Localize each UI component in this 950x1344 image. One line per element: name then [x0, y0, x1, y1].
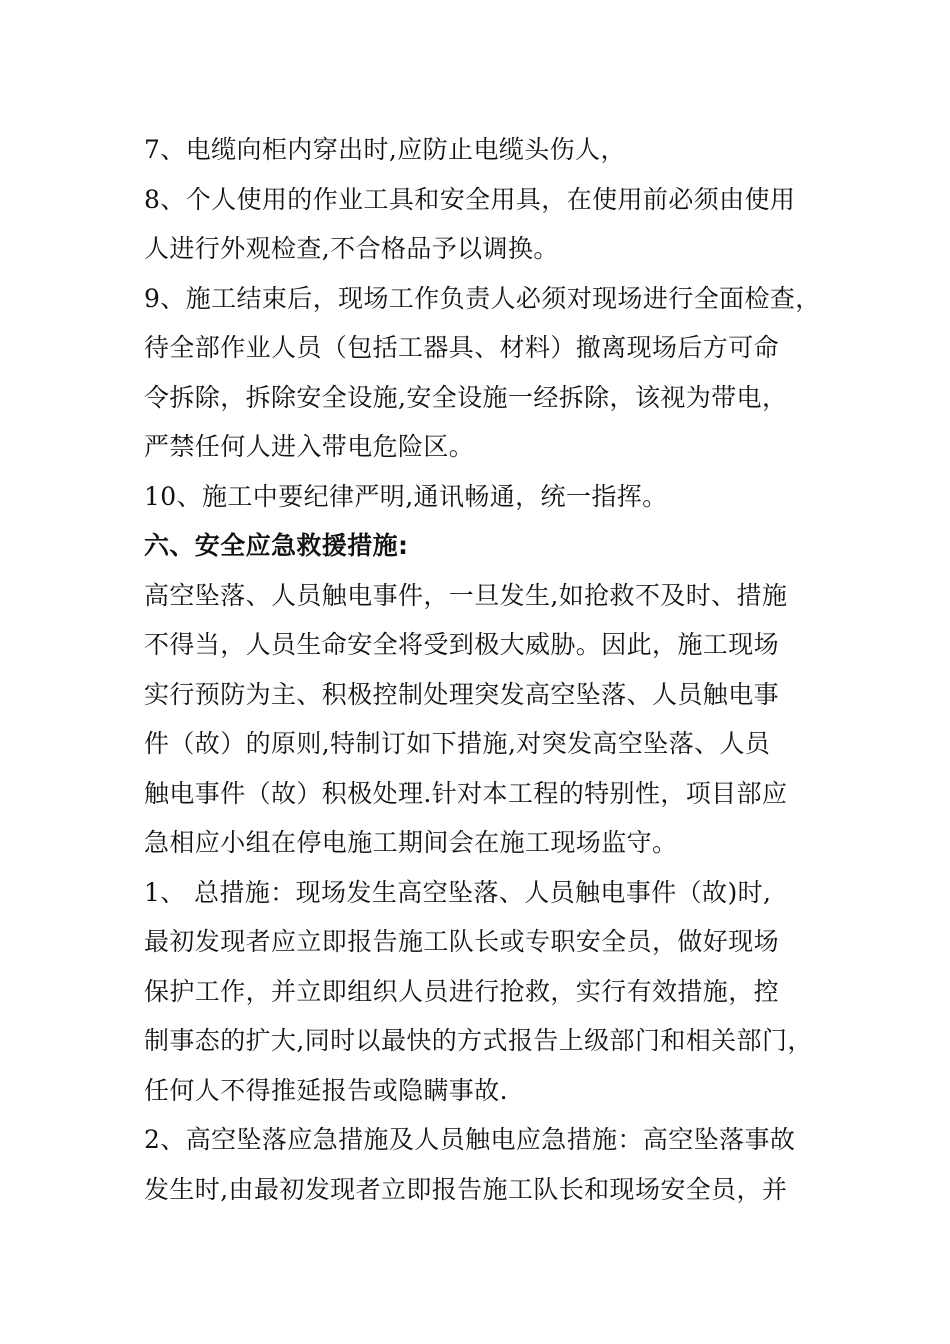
paragraph-line: 人进行外观检查,不合格品予以调换。 [144, 234, 559, 263]
section-heading: 六、安全应急救援措施: [144, 531, 409, 560]
paragraph-line: 不得当，人员生命安全将受到极大威胁。因此，施工现场 [144, 630, 780, 659]
paragraph-line: 触电事件（故）积极处理.针对本工程的特别性，项目部应 [144, 778, 788, 808]
document-body [144, 125, 824, 1214]
paragraph-line: 2、高空坠落应急措施及人员触电应急措施：高空坠落事故 [144, 1125, 796, 1154]
paragraph-line: 保护工作，并立即组织人员进行抢救，实行有效措施，控 [144, 976, 780, 1006]
paragraph-line: 10、施工中要纪律严明,通讯畅通，统一指挥。 [144, 481, 668, 511]
paragraph-line: 制事态的扩大,同时以最快的方式报告上级部门和相关部门， [144, 1026, 813, 1055]
paragraph-line: 8、个人使用的作业工具和安全用具，在使用前必须由使用 [144, 184, 796, 214]
paragraph-line: 令拆除，拆除安全设施,安全设施一经拆除，该视为带电， [144, 382, 788, 412]
paragraph-line: 待全部作业人员（包括工器具、材料）撤离现场后方可命 [144, 333, 780, 362]
paragraph-line: 实行预防为主、积极控制处理突发高空坠落、人员触电事 [144, 679, 780, 709]
paragraph-line: 高空坠落、人员触电事件，一旦发生,如抢救不及时、措施 [144, 580, 788, 610]
paragraph-line: 急相应小组在停电施工期间会在施工现场监守。 [144, 828, 678, 857]
paragraph-line: 件（故）的原则,特制订如下措施,对突发高空坠落、人员 [144, 729, 771, 758]
paragraph-line: 任何人不得推延报告或隐瞒事故. [144, 1075, 508, 1105]
paragraph-line: 最初发现者应立即报告施工队长或专职安全员，做好现场 [144, 927, 780, 956]
paragraph-line: 7、电缆向柜内穿出时,应防止电缆头伤人， [144, 135, 626, 164]
paragraph-line: 9、施工结束后，现场工作负责人必须对现场进行全面检查， [144, 283, 821, 313]
paragraph-line: 发生时,由最初发现者立即报告施工队长和现场安全员，并 [144, 1174, 788, 1204]
paragraph-line: 1、 总措施：现场发生高空坠落、人员触电事件（故)时, [144, 877, 772, 907]
paragraph-line: 严禁任何人进入带电危险区。 [144, 432, 475, 461]
